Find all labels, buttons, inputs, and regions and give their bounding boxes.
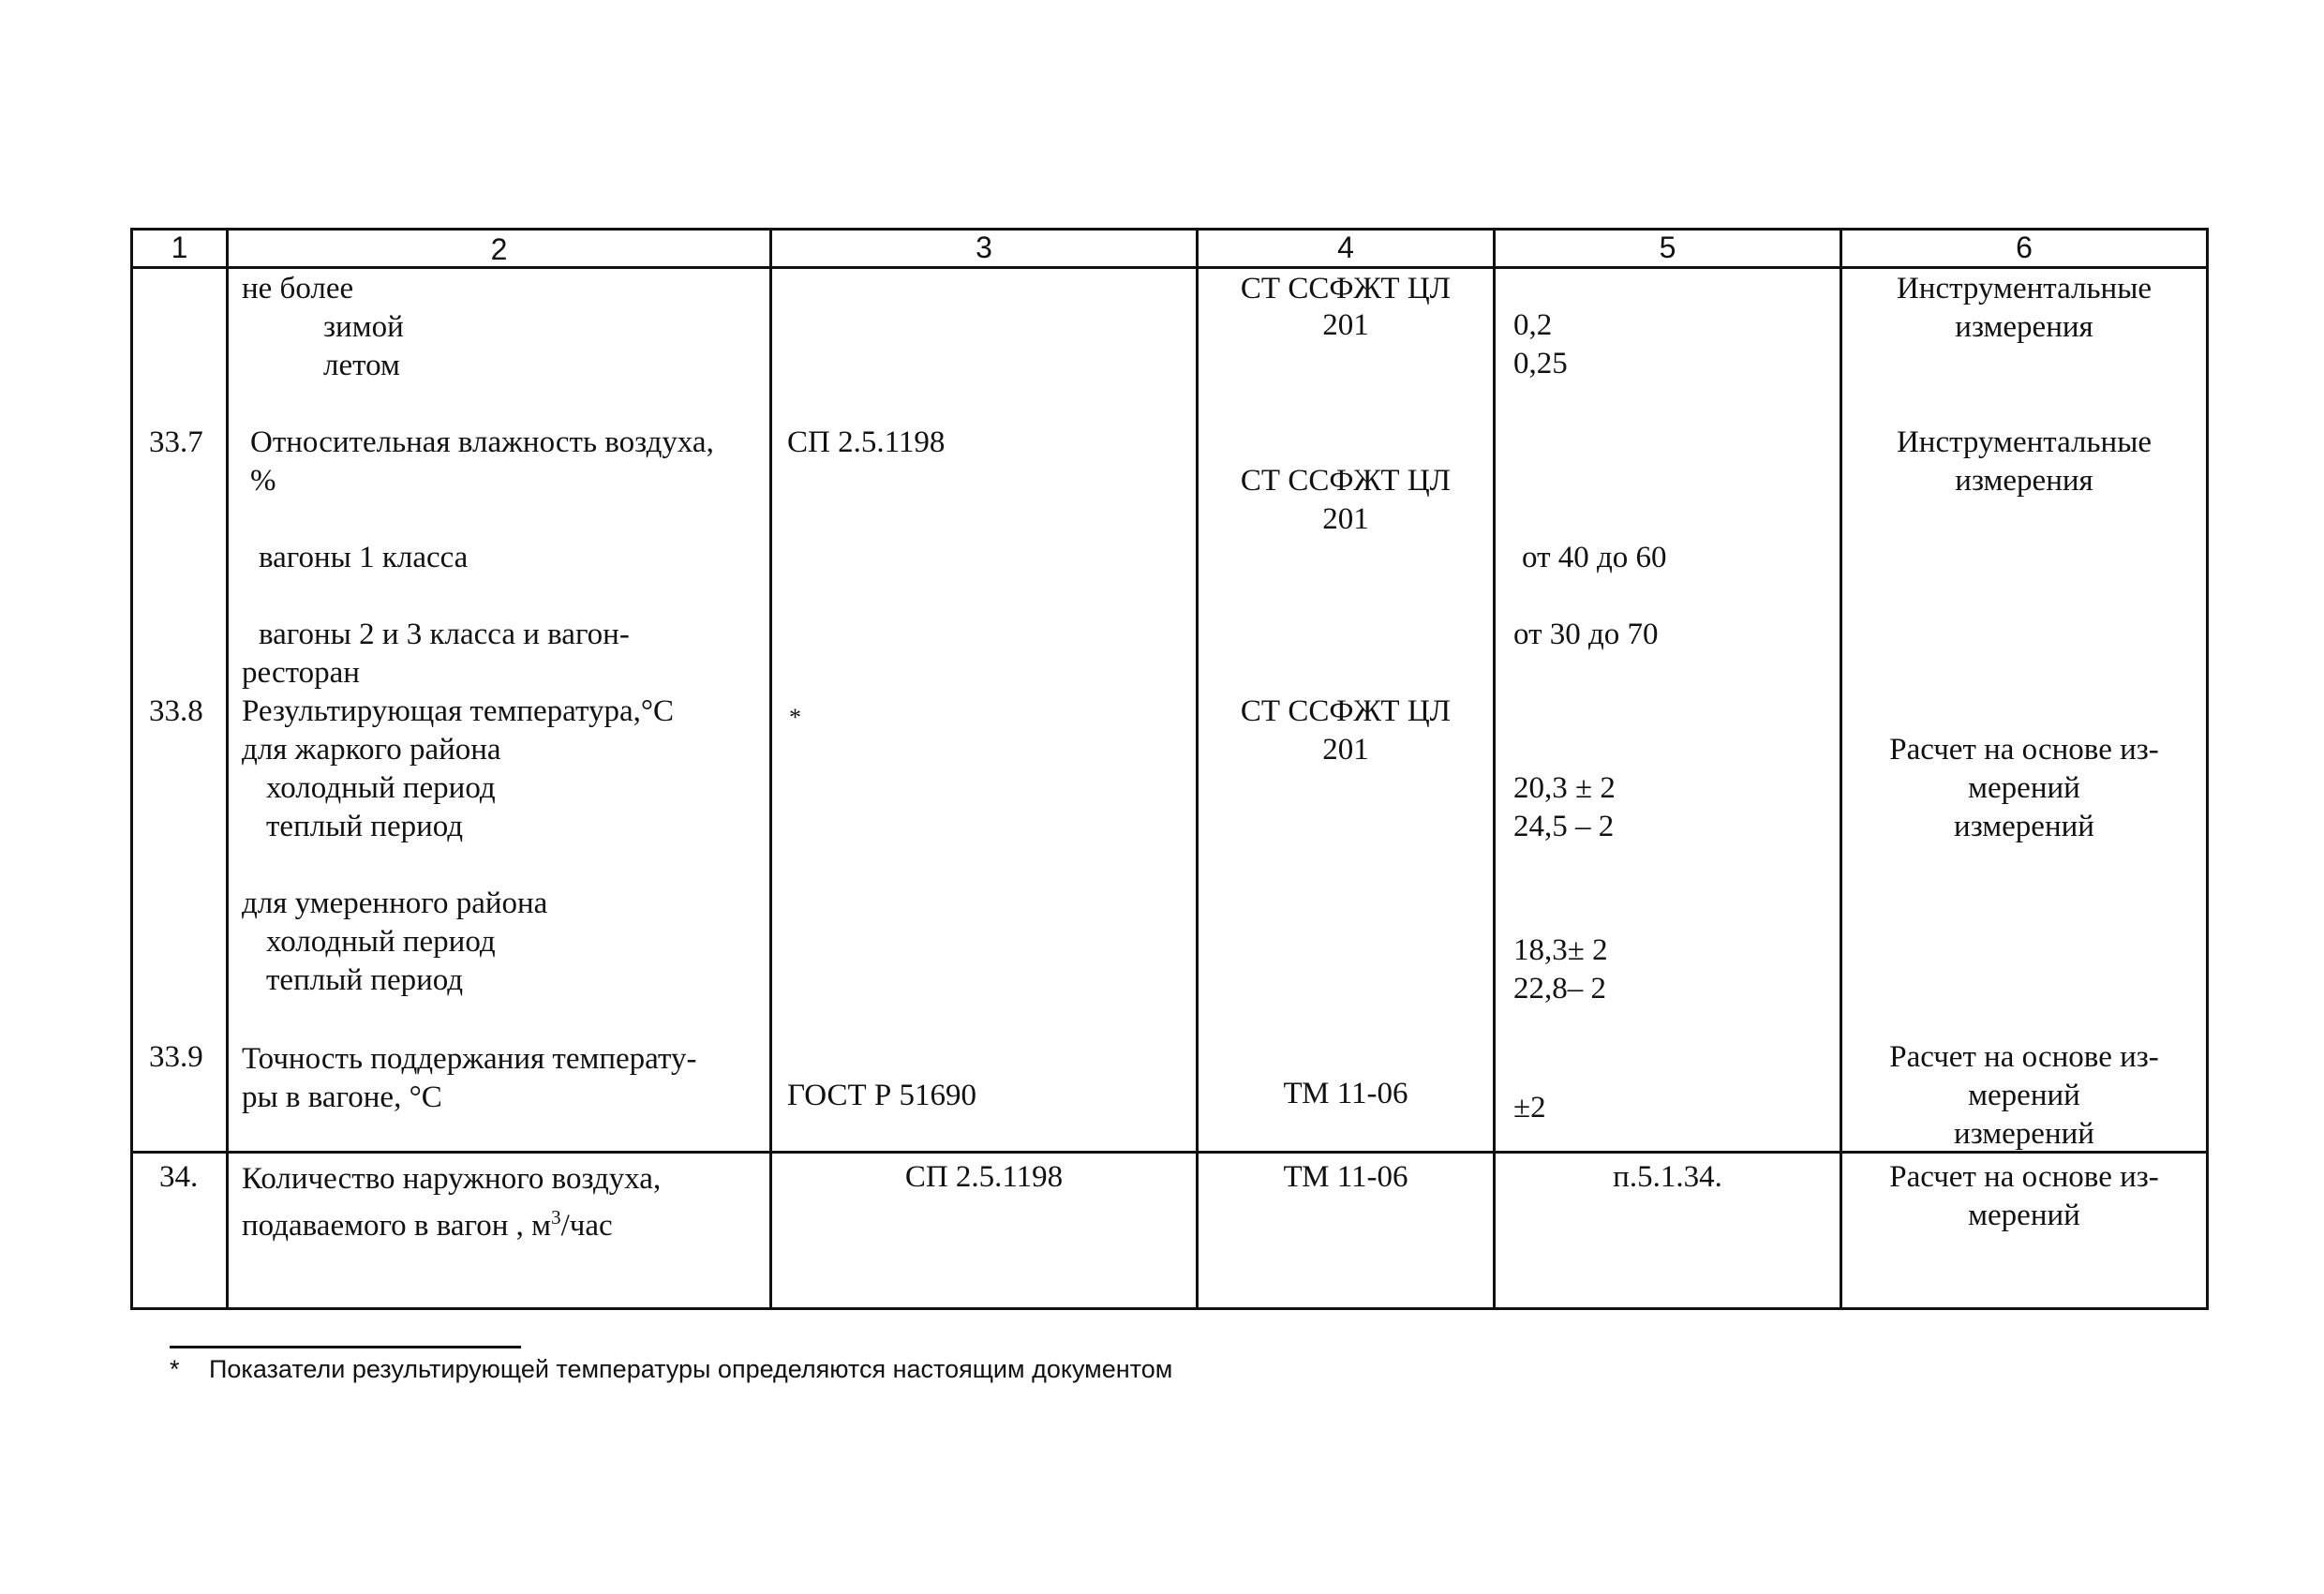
cell-description (242, 1199, 613, 1245)
cell-norm-document: ГОСТ Р 51690 (787, 1079, 977, 1112)
cell-description: теплый период (266, 810, 464, 843)
cell-note: мерений (1968, 1199, 2080, 1232)
col-border (2206, 228, 2209, 1310)
cell-description: вагоны 1 класса (259, 541, 469, 574)
header-col-6: 6 (2016, 231, 2033, 264)
cell-note: измерения (1955, 310, 2093, 344)
footnote-text: Показатели результирующей температуры определяются настоящим документом (209, 1355, 1173, 1383)
cell-method: 201 (1322, 502, 1369, 536)
cell-note: измерения (1955, 464, 2093, 498)
col-border (130, 228, 133, 1310)
cell-note: Расчет на основе из- (1889, 1160, 2159, 1194)
superscript-exponent: 3 (551, 1206, 561, 1229)
col-border (769, 228, 772, 1310)
cell-description: теплый период (266, 963, 464, 997)
cell-value: 24,5 – 2 (1513, 810, 1615, 843)
cell-description: Результирующая температура,°С (242, 694, 675, 728)
header-col-5: 5 (1659, 231, 1676, 264)
cell-description: летом (323, 349, 400, 382)
cell-description: для умеренного района (242, 886, 548, 920)
table-bottom-border (130, 1307, 2209, 1310)
cell-description: для жаркого района (242, 733, 501, 767)
header-bottom-border (130, 266, 2209, 269)
cell-value: 0,25 (1513, 347, 1568, 380)
cell-item-number: 34. (159, 1160, 199, 1194)
cell-item-number: 33.8 (149, 694, 203, 728)
cell-description: вагоны 2 и 3 класса и вагон- (259, 618, 630, 651)
cell-value: 20,3 ± 2 (1513, 771, 1616, 805)
cell-value: ±2 (1513, 1091, 1546, 1125)
cell-note: мерений (1968, 771, 2080, 805)
cell-norm-document: СП 2.5.1198 (904, 1160, 1064, 1194)
cell-norm-document: * (789, 704, 801, 731)
footnote-rule (170, 1346, 521, 1348)
cell-description: ры в вагоне, °С (242, 1080, 442, 1114)
cell-value: от 40 до 60 (1522, 541, 1667, 574)
footnote-marker: * (170, 1355, 180, 1383)
col-border (226, 228, 229, 1310)
cell-method: СТ ССФЖТ ЦЛ (1240, 694, 1452, 728)
cell-note: Расчет на основе из- (1889, 733, 2159, 767)
cell-description: не более (242, 272, 354, 305)
description-text: подаваемого в вагон , м (242, 1209, 552, 1243)
cell-item-number: 33.9 (149, 1040, 203, 1074)
cell-note: Инструментальные (1896, 272, 2153, 305)
cell-note: измерений (1954, 810, 2094, 843)
cell-method: 201 (1322, 308, 1369, 342)
cell-description: Относительная влажность воздуха, (250, 425, 714, 459)
cell-description: % (250, 464, 276, 498)
header-col-3: 3 (976, 231, 992, 264)
cell-note: мерений (1968, 1079, 2080, 1112)
cell-description: холодный период (266, 771, 496, 805)
cell-value: от 30 до 70 (1513, 618, 1659, 651)
cell-description: ресторан (242, 656, 360, 690)
description-unit: /час (560, 1209, 613, 1243)
cell-description: зимой (323, 310, 404, 344)
col-border (1493, 228, 1496, 1310)
cell-note: Инструментальные (1896, 425, 2153, 459)
cell-description: Точность поддержания температу- (242, 1042, 697, 1076)
cell-method: СТ ССФЖТ ЦЛ (1240, 464, 1452, 498)
cell-value: 0,2 (1513, 308, 1553, 342)
header-col-1: 1 (171, 231, 188, 264)
footnote (170, 1353, 1172, 1385)
header-col-2: 2 (490, 232, 508, 266)
cell-value: п.5.1.34. (1613, 1160, 1722, 1194)
cell-method: ТМ 11-06 (1283, 1077, 1408, 1110)
cell-note: Расчет на основе из- (1889, 1040, 2159, 1074)
cell-description: холодный период (266, 925, 496, 959)
cell-method: ТМ 11-06 (1283, 1160, 1408, 1194)
cell-method: СТ ССФЖТ ЦЛ (1240, 272, 1452, 305)
cell-note: измерений (1954, 1117, 2094, 1151)
cell-method: 201 (1322, 733, 1369, 767)
header-col-4: 4 (1337, 231, 1354, 264)
cell-value: 22,8– 2 (1513, 972, 1606, 1006)
cell-item-number: 33.7 (149, 425, 203, 459)
cell-value: 18,3± 2 (1513, 933, 1608, 967)
cell-description: Количество наружного воздуха, (242, 1162, 662, 1196)
cell-norm-document: СП 2.5.1198 (787, 425, 946, 459)
